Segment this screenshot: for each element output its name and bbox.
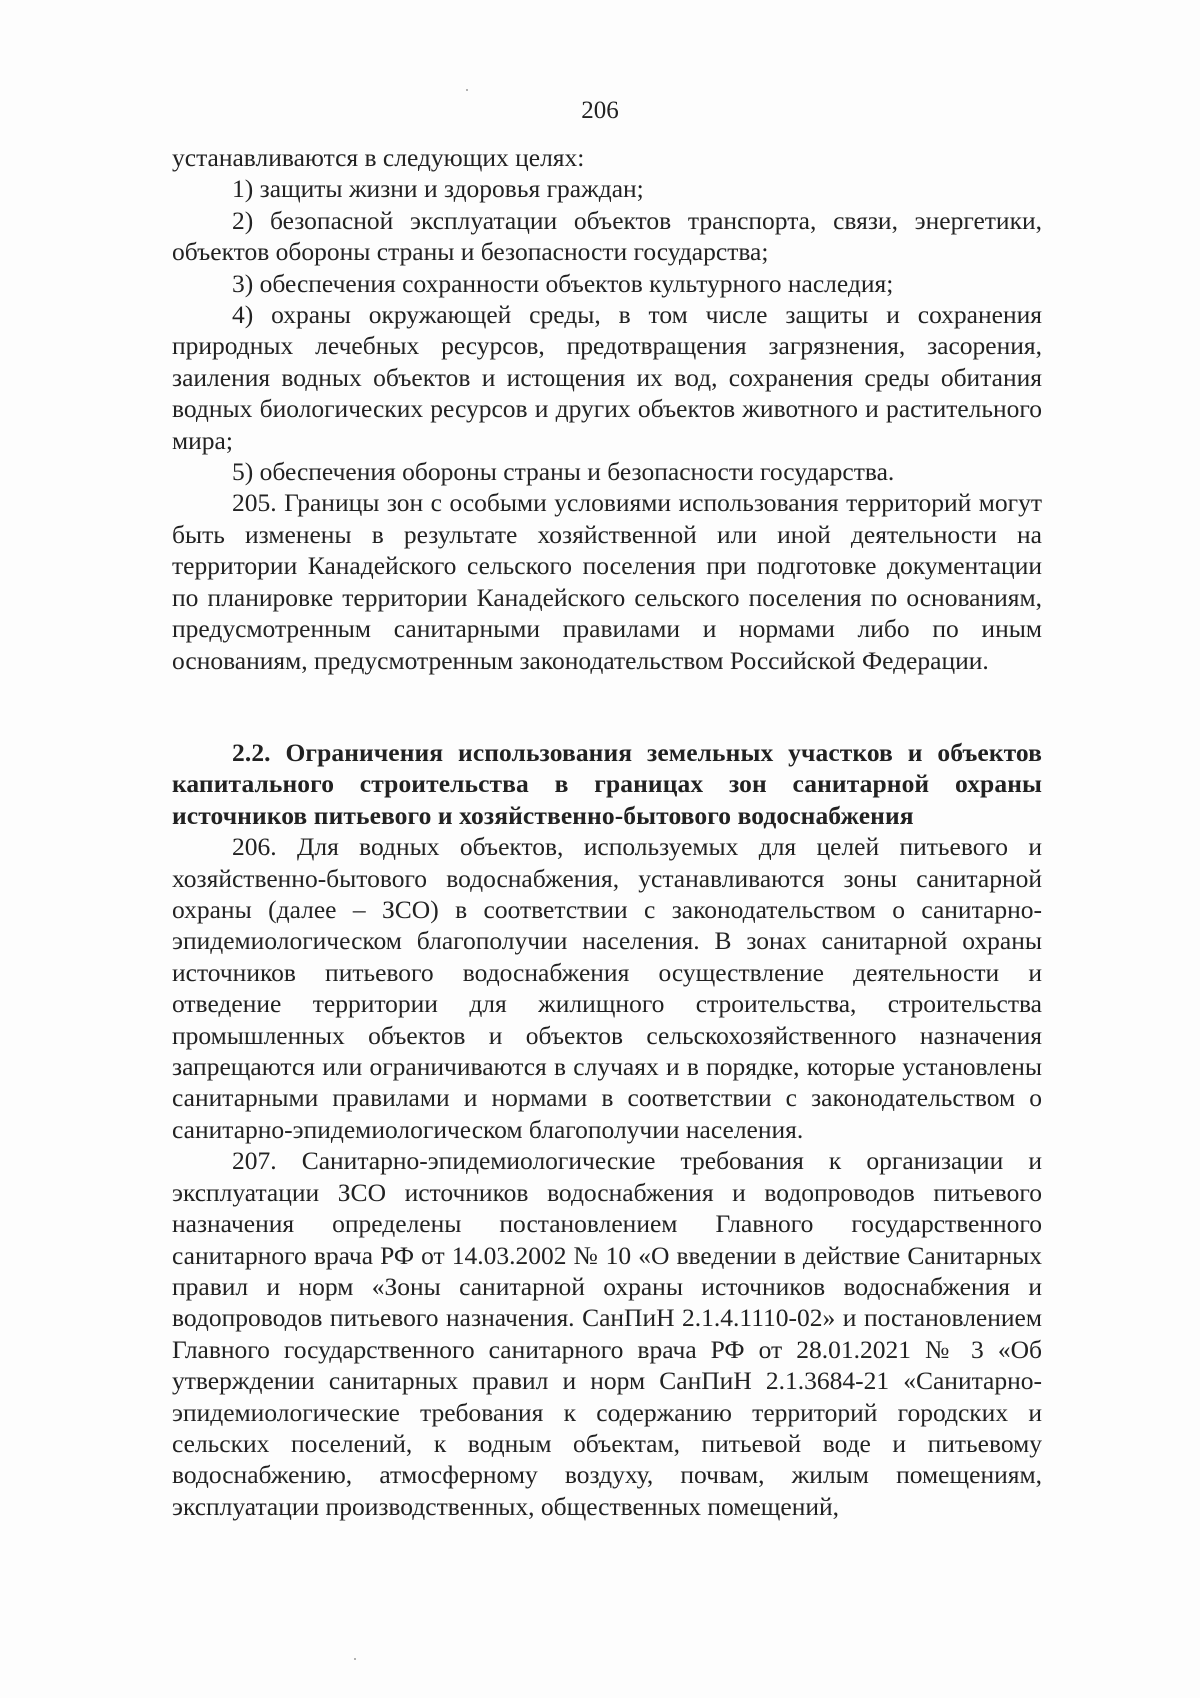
text-block-upper: [172, 142, 1042, 676]
list-item-3: 3) обеспечения сохранности объектов культурного наследия;: [232, 268, 894, 298]
paragraph-continuation: устанавливаются в следующих целях:: [172, 143, 585, 172]
list-item-1: 1) защиты жизни и здоровья граждан;: [232, 174, 644, 204]
list-item-2: 2) безопасной эксплуатации объектов транспорта, связи, энергетики, объектов обороны страны и безопасности государства;: [172, 205, 1042, 267]
section-heading: 2.2. Ограничения использования земельных участков и объектов капитального строительства в границах зон санитарной охраны источников питьевого и хозяйственно-бытового водоснабжения: [172, 738, 1042, 830]
page-number: 206: [581, 97, 619, 124]
scan-speck: [354, 1658, 356, 1660]
paragraph-206: 206. Для водных объектов, используемых для целей питьевого и хозяйственно-бытового водоснабжения, устанавливаются зоны санитарной охраны (далее – ЗСО) в соответствии с законодательством о санитарно-эпидемиологическом благополучии населения. В зонах санитарной охраны источников питьевого водоснабжения осуществление деятельности и отведение территории для жилищного строительства, строительства промышленных объектов и объектов сельскохозяйственного назначения запрещаются или ограничиваются в случаях и в порядке, которые установлены санитарными правилами и нормами в соответствии с законодательством о санитарно-эпидемиологическом благополучии населения.: [172, 832, 1042, 1144]
list-item-5: 5) обеспечения обороны страны и безопасности государства.: [232, 457, 895, 487]
scan-speck: [466, 89, 468, 91]
paragraph-205: 205. Границы зон с особыми условиями использования территорий могут быть изменены в результате хозяйственной или иной деятельности на территории Канадейского сельского поселения при подготовке документации по планировке территории Канадейского сельского поселения по основаниям, предусмотренным санитарными правилами и нормами либо по иным основаниям, предусмотренным законодательством Российской Федерации.: [172, 488, 1042, 675]
list-item-4: 4) охраны окружающей среды, в том числе защиты и сохранения природных лечебных ресурсов, предотвращения загрязнения, засорения, заиления водных объектов и истощения их вод, сохранения среды обитания водных биологических ресурсов и других объектов животного и растительного мира;: [172, 300, 1042, 455]
text-block-section: [172, 737, 1042, 1522]
paragraph-207: 207. Санитарно-эпидемиологические требования к организации и эксплуатации ЗСО источников водоснабжения и водопроводов питьевого назначения определены постановлением Главного государственного санитарного врача РФ от 14.03.2002 № 10 «О введении в действие Санитарных правил и норм «Зоны санитарной охраны источников водоснабжения и водопроводов питьевого назначения. СанПиН 2.1.4.1110-02» и постановлением Главного государственного санитарного врача РФ от 28.01.2021 № 3 «Об утверждении санитарных правил и норм СанПиН 2.1.3684-21 «Санитарно-эпидемиологические требования к содержанию территорий городских и сельских поселений, к водным объектам, питьевой воде и питьевому водоснабжению, атмосферному воздуху, почвам, жилым помещениям, эксплуатации производственных, общественных помещений,: [172, 1146, 1042, 1521]
